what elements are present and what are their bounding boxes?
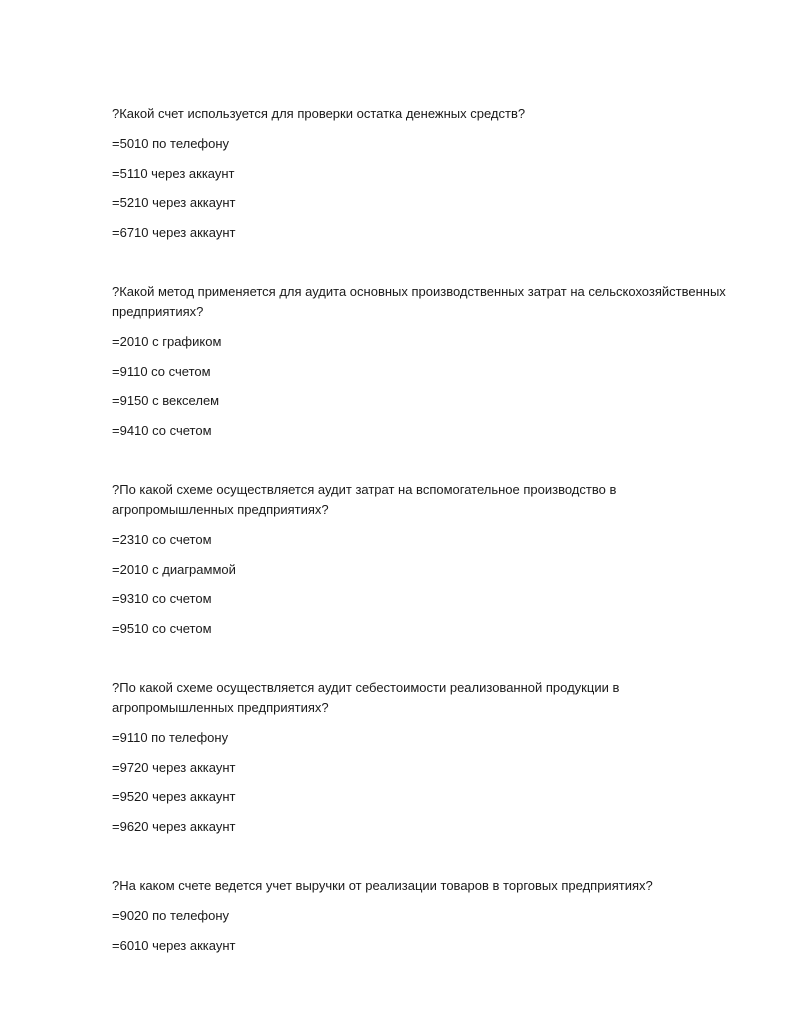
question-text: ?По какой схеме осуществляется аудит затрат на вспомогательное производство в агропромышленных предприятиях? [112, 482, 617, 517]
question-text: ?По какой схеме осуществляется аудит себестоимости реализованной продукции в агропромышленных предприятиях? [112, 680, 620, 715]
answer-option: =2010 с графиком [112, 334, 222, 349]
answer-option: =5010 по телефону [112, 136, 230, 151]
answer-option: =5110 через аккаунт [112, 165, 235, 181]
question-block-5 [112, 876, 740, 955]
answer-option: =6710 через аккаунт [112, 224, 236, 240]
question-text: ?Какой счет используется для проверки остатка денежных средств? [112, 106, 526, 121]
question-block-1 [112, 104, 740, 242]
answer-option: =5210 через аккаунт [112, 195, 236, 210]
answer-option: =9020 по телефону [112, 908, 230, 923]
answer-option: =9310 со счетом [112, 591, 212, 606]
question-block-4 [112, 678, 740, 836]
answer-option: =9110 со счетом [112, 363, 211, 379]
answer-option: =6010 через аккаунт [112, 937, 236, 953]
answer-option: =9110 по телефону [112, 730, 229, 745]
question-text: ?Какой метод применяется для аудита основных производственных затрат на сельскохозяйственных предприятиях? [112, 284, 726, 319]
question-block-3 [112, 480, 740, 638]
answer-option: =2310 со счетом [112, 532, 212, 547]
answer-option: =9410 со счетом [112, 422, 212, 438]
question-text: ?На каком счете ведется учет выручки от реализации товаров в торговых предприятиях? [112, 878, 653, 893]
answer-option: =9620 через аккаунт [112, 818, 236, 834]
answer-option: =9720 через аккаунт [112, 759, 236, 775]
answer-option: =9150 с векселем [112, 393, 220, 408]
question-block-2 [112, 282, 740, 440]
answer-option: =2010 с диаграммой [112, 561, 236, 577]
answer-option: =9510 со счетом [112, 620, 212, 636]
answer-option: =9520 через аккаунт [112, 789, 236, 804]
